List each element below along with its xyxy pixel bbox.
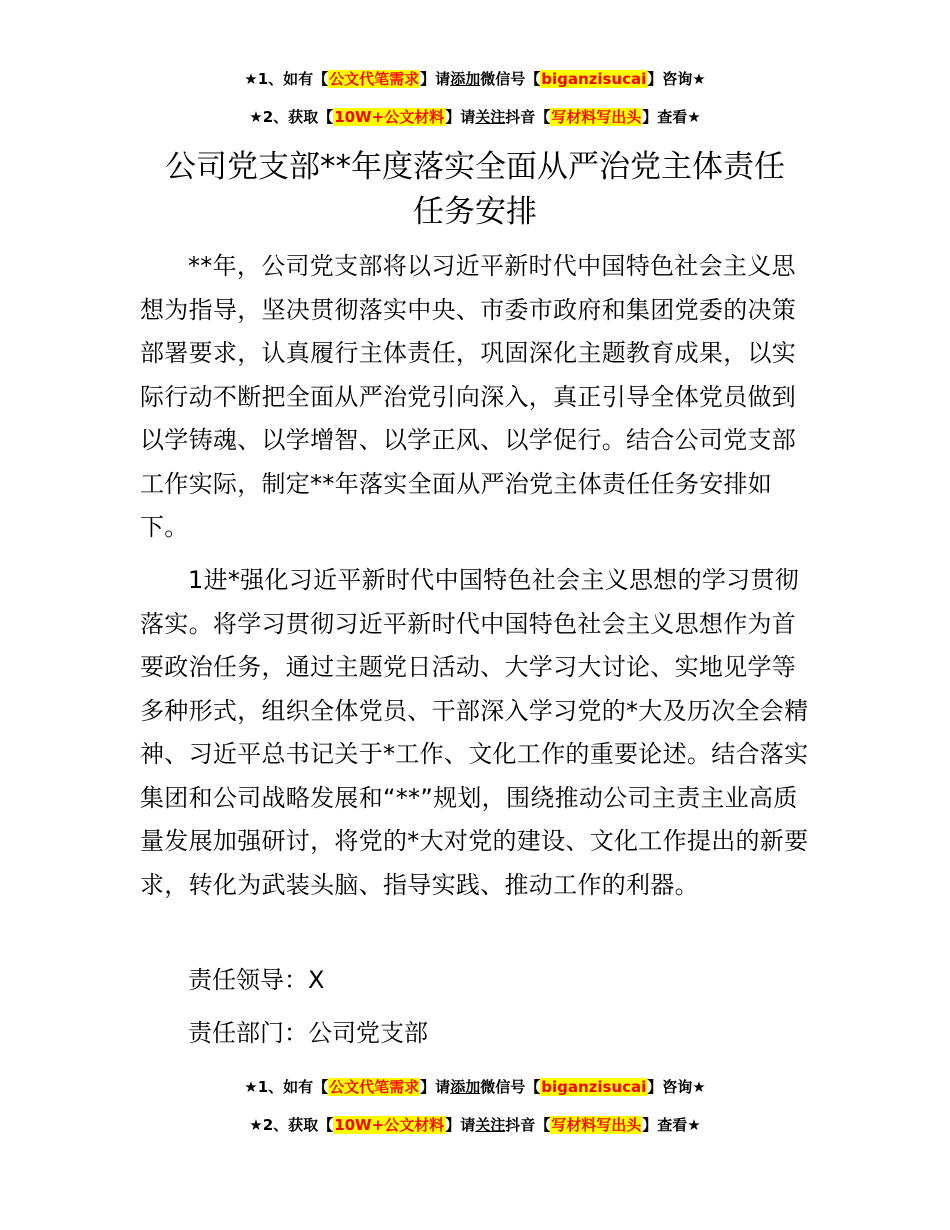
ad-text: 】请 [445, 1116, 476, 1134]
ad-text: 微信号【 [480, 1078, 541, 1096]
paragraph-intro: **年，公司党支部将以习近平新时代中国特色社会主义思想为指导，坚决贯彻落实中央、市委市政府和集团党委的决策部署要求，认真履行主体责任，巩固深化主题教育成果，以实际行动不断把全面从严治党引向深入，真正引导全体党员做到以学铸魂、以学增智、以学正风、以学促行。结合公司党支部工作实际，制定**年落实全面从严治党主体责任任务安排如下。 [140, 252, 797, 541]
ad-text: 】咨询★ [647, 70, 706, 88]
ad-text: 微信号【 [480, 70, 541, 88]
ad-highlight: 公文代笔需求 [329, 1078, 420, 1096]
ad-underlined-text: 关注 [475, 1116, 506, 1134]
document-title-line-2: 任务安排 [413, 194, 537, 230]
ad-text: ★1、如有【 [244, 1078, 329, 1096]
ad-text: 】查看★ [642, 1116, 701, 1134]
ad-highlight: 公文代笔需求 [329, 70, 420, 88]
ad-text: 】查看★ [642, 108, 701, 126]
ad-text: 】请 [420, 70, 451, 88]
document-title-line-1: 公司党支部**年度落实全面从严治党主体责任 [165, 149, 785, 185]
ad-highlight: 10W+公文材料 [334, 1116, 445, 1134]
ad-underlined-text: 添加 [450, 1078, 481, 1096]
ad-text: 】请 [445, 108, 476, 126]
ad-text: 抖音【 [505, 108, 551, 126]
ad-underlined-text: 添加 [450, 70, 481, 88]
header-ad-line-2 [0, 106, 950, 128]
ad-highlight: biganzisucai [541, 1078, 647, 1096]
ad-text: ★2、获取【 [249, 1116, 334, 1134]
responsible-department: 责任部门：公司党支部 [188, 1019, 428, 1047]
ad-highlight: 10W+公文材料 [334, 108, 445, 126]
paragraph-task-1: 1进*强化习近平新时代中国特色社会主义思想的学习贯彻落实。将学习贯彻习近平新时代中国特色社会主义思想作为首要政治任务，通过主题党日活动、大学习大讨论、实地见学等多种形式，组织全体党员、干部深入学习党的*大及历次全会精神、习近平总书记关于*工作、文化工作的重要论述。结合落实集团和公司战略发展和“**”规划，围绕推动公司主责主业高质量发展加强研讨，将党的*大对党的建设、文化工作提出的新要求，转化为武装头脑、指导实践、推动工作的利器。 [140, 566, 809, 899]
footer-ad-line-2 [0, 1114, 950, 1136]
ad-highlight: 写材料写出头 [551, 1116, 642, 1134]
ad-highlight: 写材料写出头 [551, 108, 642, 126]
ad-underlined-text: 关注 [475, 108, 506, 126]
ad-text: 抖音【 [505, 1116, 551, 1134]
ad-text: 】咨询★ [647, 1078, 706, 1096]
header-ad-line-1 [0, 68, 950, 90]
responsible-leader: 责任领导：X [188, 966, 325, 994]
footer-ad-line-1 [0, 1076, 950, 1098]
ad-text: ★2、获取【 [249, 108, 334, 126]
ad-text: ★1、如有【 [244, 70, 329, 88]
ad-text: 】请 [420, 1078, 451, 1096]
ad-highlight: biganzisucai [541, 70, 647, 88]
